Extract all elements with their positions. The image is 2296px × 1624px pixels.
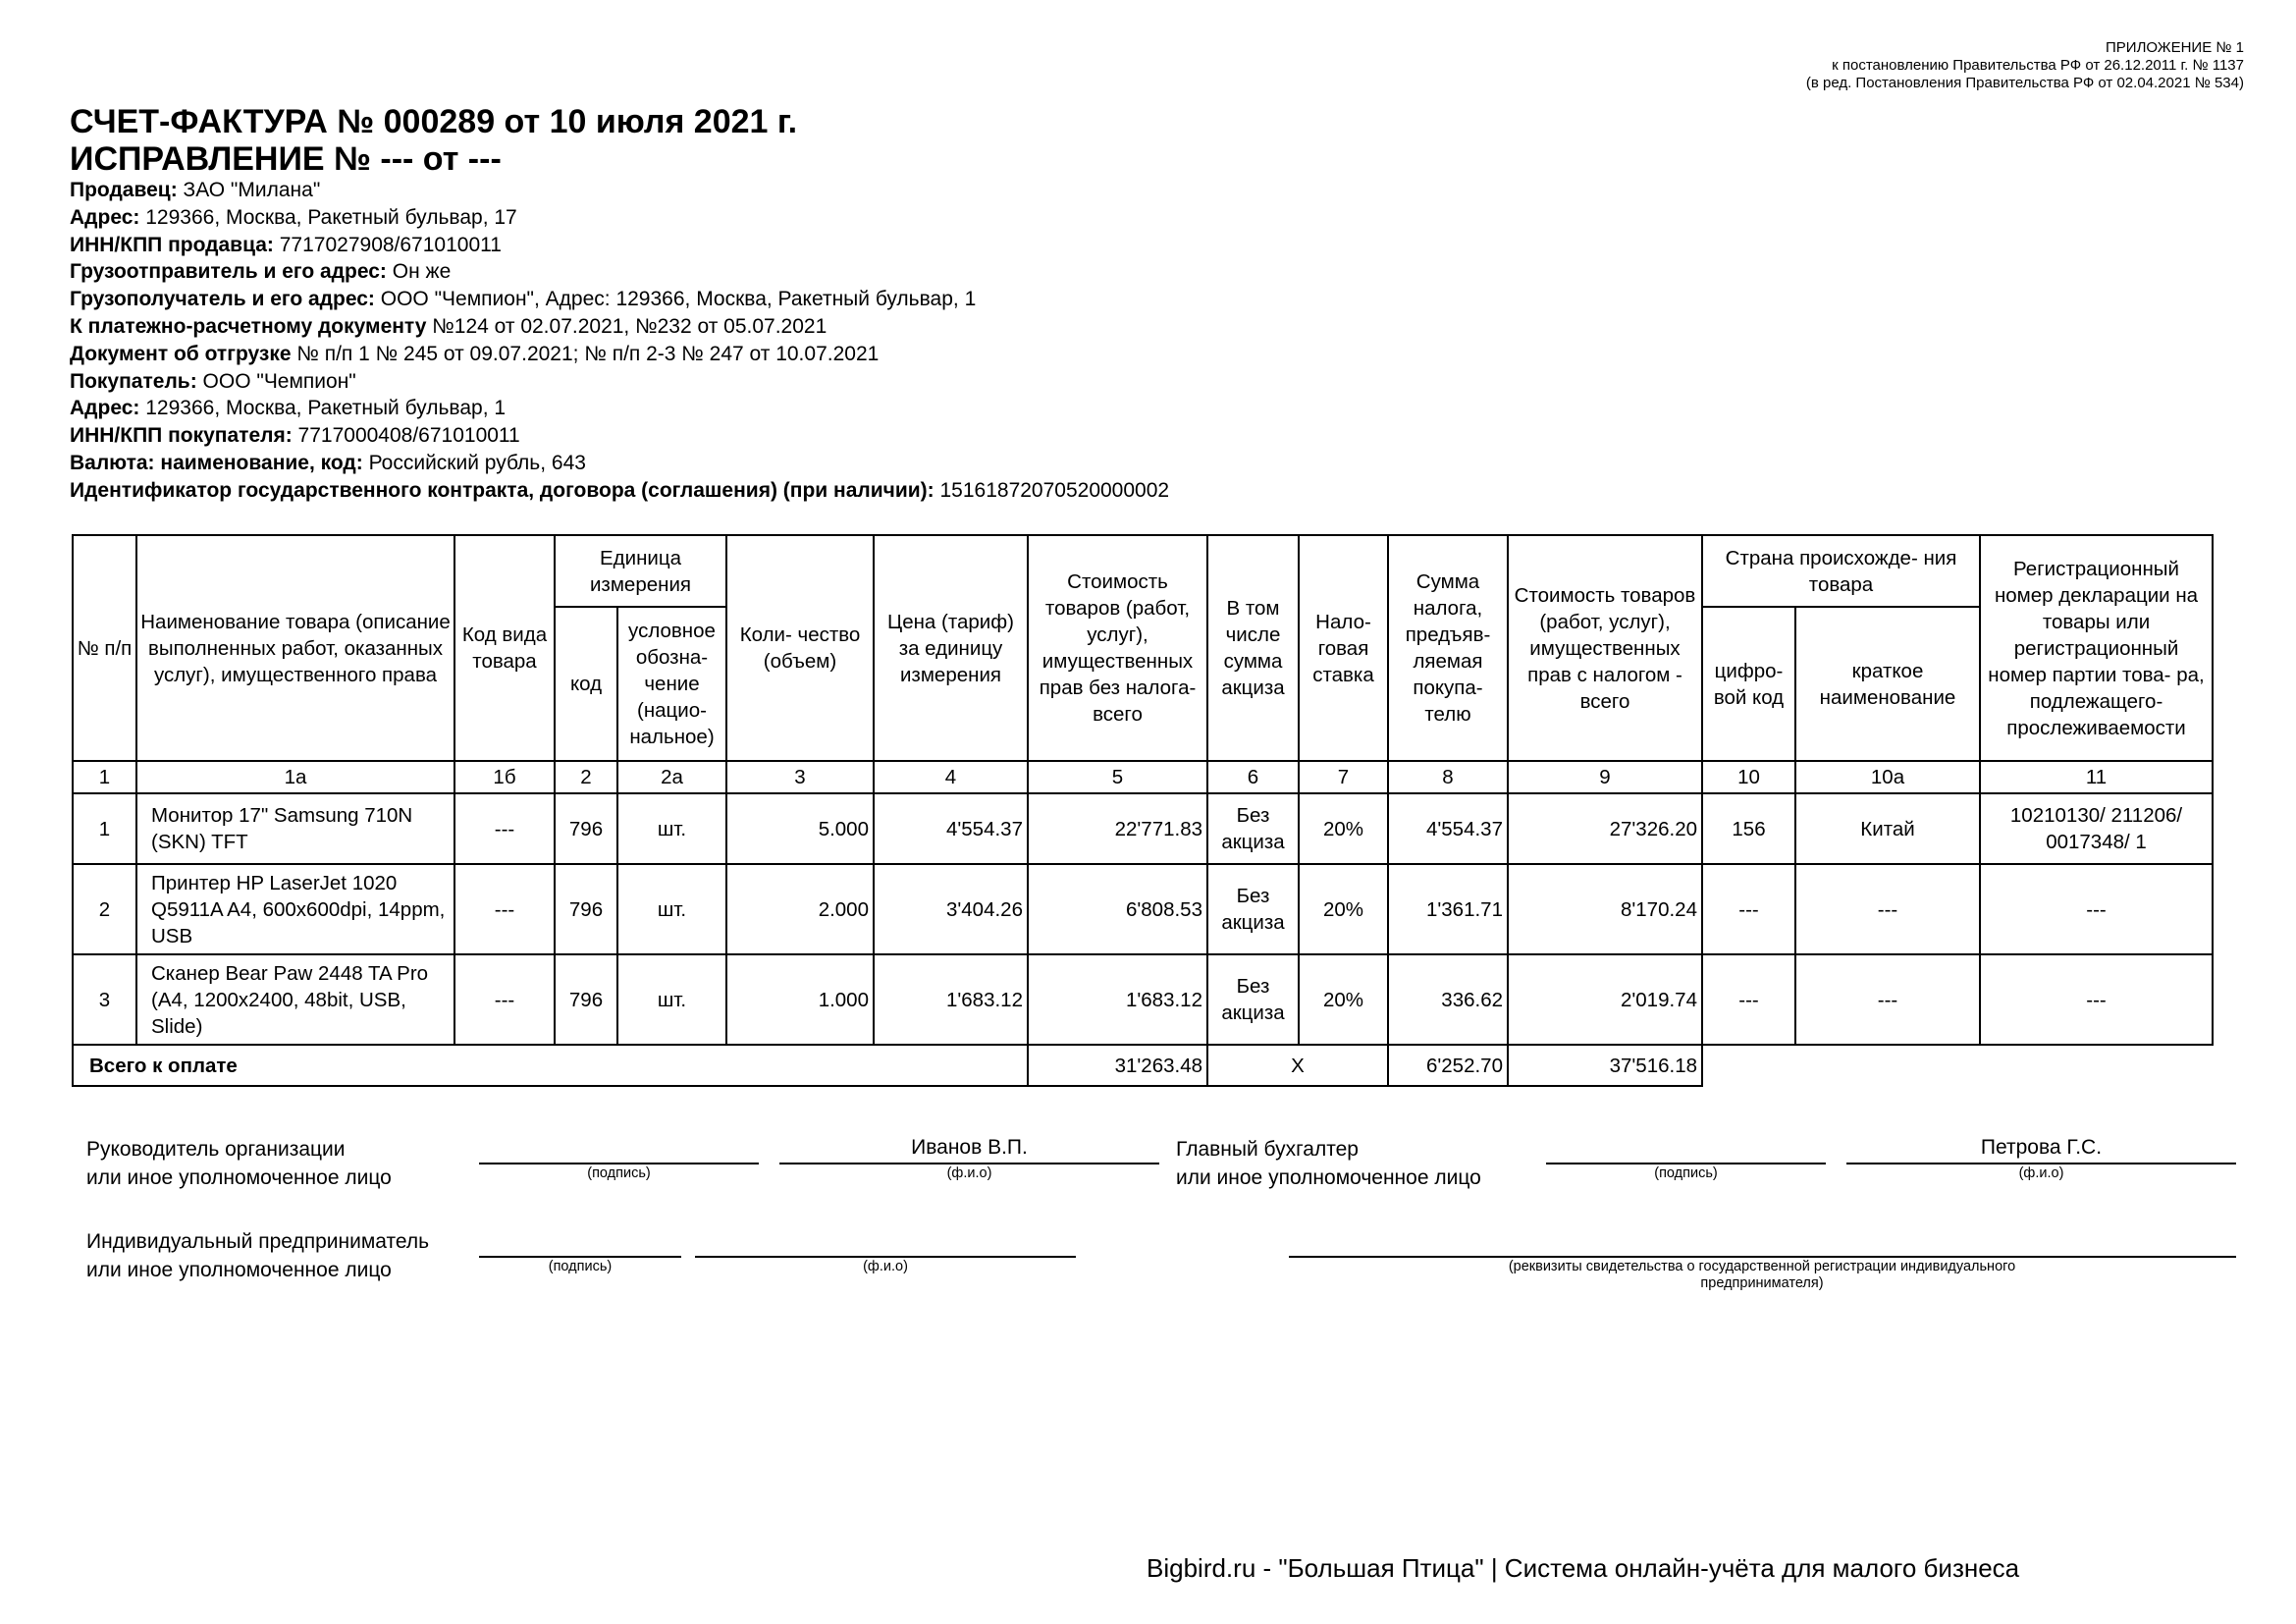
row-unit-code: 796 [555,793,617,864]
empty-cell [1795,1045,1980,1086]
seller-inn-row [70,232,1169,259]
head-sign-caption: (подпись) [587,1165,651,1181]
col-number: 2а [617,761,726,793]
header-tax-sum: Сумма налога, предъяв- ляемая покупа- телю [1388,535,1508,761]
row-unit-code: 796 [555,864,617,954]
row-cost-no-tax: 22'771.83 [1028,793,1207,864]
row-qty: 2.000 [726,864,874,954]
header-cost-with-tax: Стоимость товаров (работ, услуг), имущественных прав с налогом - всего [1508,535,1702,761]
col-number: 5 [1028,761,1207,793]
header-price: Цена (тариф) за единицу измерения [874,535,1028,761]
row-country-code: --- [1702,864,1795,954]
header-country-name: краткое наименование [1795,607,1980,761]
head-signature-label [86,1135,392,1192]
currency-row [70,450,1169,477]
accountant-sign-caption: (подпись) [1654,1165,1718,1181]
accountant-fio-caption: (ф.и.о) [2018,1165,2064,1181]
row-price: 3'404.26 [874,864,1028,954]
payment-doc-row [70,313,1169,341]
field-label: ИНН/КПП покупателя: [70,424,293,448]
field-value: 129366, Москва, Ракетный бульвар, 17 [139,205,517,229]
row-qty: 5.000 [726,793,874,864]
total-cost-no-tax: 31'263.48 [1028,1045,1207,1086]
col-number: 8 [1388,761,1508,793]
header-unit-code: код [555,607,617,761]
seller-row [70,177,1169,204]
row-country-name: --- [1795,954,1980,1045]
field-label: Грузоотправитель и его адрес: [70,260,387,284]
row-num: 3 [73,954,136,1045]
column-numbers-row [73,761,2213,793]
table-row [73,793,2213,864]
row-tax-rate: 20% [1299,793,1388,864]
row-tax-sum: 1'361.71 [1388,864,1508,954]
entrepreneur-reqs-line [1289,1256,2236,1258]
row-excise: Без акциза [1207,864,1299,954]
row-tax-rate: 20% [1299,864,1388,954]
header-qty: Коли- чество (объем) [726,535,874,761]
row-reg-num: 10210130/ 211206/ 0017348/ 1 [1980,793,2213,864]
row-name: Сканер Bear Paw 2448 TA Pro (A4, 1200x2400, 48bit, USB, Slide) [136,954,454,1045]
row-unit-name: шт. [617,954,726,1045]
field-value: Российский рубль, 643 [362,451,586,474]
head-label-line-1: Руководитель организации [86,1138,346,1161]
row-unit-code: 796 [555,954,617,1045]
entrepreneur-label-line-1: Индивидуальный предприниматель [86,1230,430,1253]
row-reg-num: --- [1980,954,2213,1045]
head-signature-line [479,1163,759,1164]
accountant-name: Петрова Г.С. [1980,1136,2103,1159]
accountant-label-line-1: Главный бухгалтер [1176,1138,1359,1161]
row-excise: Без акциза [1207,793,1299,864]
field-label: ИНН/КПП продавца: [70,233,274,256]
head-fio-caption: (ф.и.о) [946,1165,992,1181]
field-value: 7717027908/671010011 [273,233,502,256]
header-country-group: Страна происхожде- ния товара [1702,535,1980,607]
field-label: Продавец: [70,179,178,201]
header-unit-name: условное обозна- чение (нацио- нальное) [617,607,726,761]
entrepreneur-fio-caption: (ф.и.о) [863,1259,908,1274]
correction-title: ИСПРАВЛЕНИЕ № --- от --- [70,140,502,178]
col-number: 6 [1207,761,1299,793]
col-number: 2 [555,761,617,793]
row-code-type: --- [454,864,555,954]
col-number: 10а [1795,761,1980,793]
head-fio-line [779,1163,1159,1164]
col-number: 1б [454,761,555,793]
row-price: 1'683.12 [874,954,1028,1045]
appendix-line-3: (в ред. Постановления Правительства РФ от 02.04.2021 № 534) [1805,75,2244,91]
total-excise: X [1207,1045,1388,1086]
col-number: 7 [1299,761,1388,793]
buyer-row [70,368,1169,396]
field-value: ЗАО "Милана" [177,179,321,201]
total-row [73,1045,2213,1086]
row-country-name: Китай [1795,793,1980,864]
row-excise: Без акциза [1207,954,1299,1045]
row-tax-rate: 20% [1299,954,1388,1045]
field-value: 129366, Москва, Ракетный бульвар, 1 [139,397,507,420]
header-num: № п/п [73,535,136,761]
field-value: ООО "Чемпион" [196,369,356,393]
row-name: Монитор 17" Samsung 710N (SKN) TFT [136,793,454,864]
col-number: 9 [1508,761,1702,793]
field-label: Адрес: [70,205,140,229]
col-number: 4 [874,761,1028,793]
head-label-line-2: или иное уполномоченное лицо [86,1166,392,1189]
row-num: 1 [73,793,136,864]
col-number: 10 [1702,761,1795,793]
appendix-line-1: ПРИЛОЖЕНИЕ № 1 [2106,39,2244,56]
row-cost-no-tax: 6'808.53 [1028,864,1207,954]
total-label: Всего к оплате [73,1045,1028,1086]
empty-cell [1980,1045,2213,1086]
field-value: 7717000408/671010011 [292,424,520,448]
row-name: Принтер HP LaserJet 1020 Q5911A A4, 600x600dpi, 14ppm, USB [136,864,454,954]
field-value: № п/п 1 № 245 от 09.07.2021; № п/п 2-3 № 247 от 10.07.2021 [291,342,880,365]
field-label: Валюта: наименование, код: [70,451,363,474]
header-name: Наименование товара (описание выполненных работ, оказанных услуг), имущественного права [136,535,454,761]
accountant-label-line-2: или иное уполномоченное лицо [1176,1166,1481,1189]
field-value: №124 от 02.07.2021, №232 от 05.07.2021 [426,314,828,338]
row-reg-num: --- [1980,864,2213,954]
document-title [70,103,797,178]
total-cost-with-tax: 37'516.18 [1508,1045,1702,1086]
field-value: 15161872070520000002 [934,478,1170,502]
col-number: 1а [136,761,454,793]
col-number: 3 [726,761,874,793]
header-code-type: Код вида товара [454,535,555,761]
col-number: 11 [1980,761,2213,793]
field-label: Идентификатор государственного контракта, договора (соглашения) (при наличии): [70,478,934,502]
row-code-type: --- [454,793,555,864]
buyer-inn-row [70,422,1169,450]
table-row [73,864,2213,954]
row-country-code: 156 [1702,793,1795,864]
row-tax-sum: 336.62 [1388,954,1508,1045]
header-country-code: цифро- вой код [1702,607,1795,761]
row-qty: 1.000 [726,954,874,1045]
row-num: 2 [73,864,136,954]
shipper-row [70,258,1169,286]
consignee-row [70,286,1169,313]
row-cost-with-tax: 27'326.20 [1508,793,1702,864]
field-label: Покупатель: [70,369,197,393]
invoice-table [72,534,2214,1087]
header-reg-num: Регистрационный номер декларации на товары или регистрационный номер партии това- ра, подлежащего- прослеживаемости [1980,535,2213,761]
field-label: К платежно-расчетному документу [70,314,427,338]
empty-cell [1702,1045,1795,1086]
field-value: ООО "Чемпион", Адрес: 129366, Москва, Ракетный бульвар, 1 [374,288,977,311]
header-cost-no-tax: Стоимость товаров (работ, услуг), имущественных прав без налога- всего [1028,535,1207,761]
header-tax-rate: Нало- говая ставка [1299,535,1388,761]
row-cost-with-tax: 2'019.74 [1508,954,1702,1045]
entrepreneur-fio-line [695,1256,1076,1258]
total-tax-sum: 6'252.70 [1388,1045,1508,1086]
row-country-name: --- [1795,864,1980,954]
entrepreneur-signature-line [479,1256,681,1258]
row-unit-name: шт. [617,864,726,954]
seller-address-row [70,204,1169,232]
field-value: Он же [386,260,452,284]
entrepreneur-reqs-caption: (реквизиты свидетельства о государственной регистрации индивидуального предпринимателя) [1508,1259,2016,1291]
entrepreneur-label-line-2: или иное уполномоченное лицо [86,1259,392,1281]
head-name: Иванов В.П. [911,1136,1028,1159]
col-number: 1 [73,761,136,793]
row-tax-sum: 4'554.37 [1388,793,1508,864]
appendix-line-2: к постановлению Правительства РФ от 26.12.2011 г. № 1137 [1832,57,2244,74]
row-country-code: --- [1702,954,1795,1045]
row-unit-name: шт. [617,793,726,864]
buyer-address-row [70,395,1169,422]
table-row [73,954,2213,1045]
field-label: Адрес: [70,397,140,420]
accountant-signature-label [1176,1135,1481,1192]
row-price: 4'554.37 [874,793,1028,864]
invoice-title: СЧЕТ-ФАКТУРА № 000289 от 10 июля 2021 г. [70,103,798,140]
appendix-note [1806,39,2244,92]
accountant-signature-line [1546,1163,1826,1164]
entrepreneur-signature-label [86,1227,429,1284]
accountant-fio-line [1846,1163,2236,1164]
entrepreneur-sign-caption: (подпись) [548,1259,613,1274]
row-cost-with-tax: 8'170.24 [1508,864,1702,954]
header-excise: В том числе сумма акциза [1207,535,1299,761]
footer-text: Bigbird.ru - "Большая Птица" | Система онлайн-учёта для малого бизнеса [1147,1553,2020,1583]
row-cost-no-tax: 1'683.12 [1028,954,1207,1045]
field-label: Грузополучатель и его адрес: [70,288,375,311]
invoice-header [70,177,1169,505]
row-code-type: --- [454,954,555,1045]
contract-id-row [70,477,1169,505]
field-label: Документ об отгрузке [70,342,292,365]
shipment-doc-row [70,341,1169,368]
header-unit-group: Единица измерения [555,535,726,607]
